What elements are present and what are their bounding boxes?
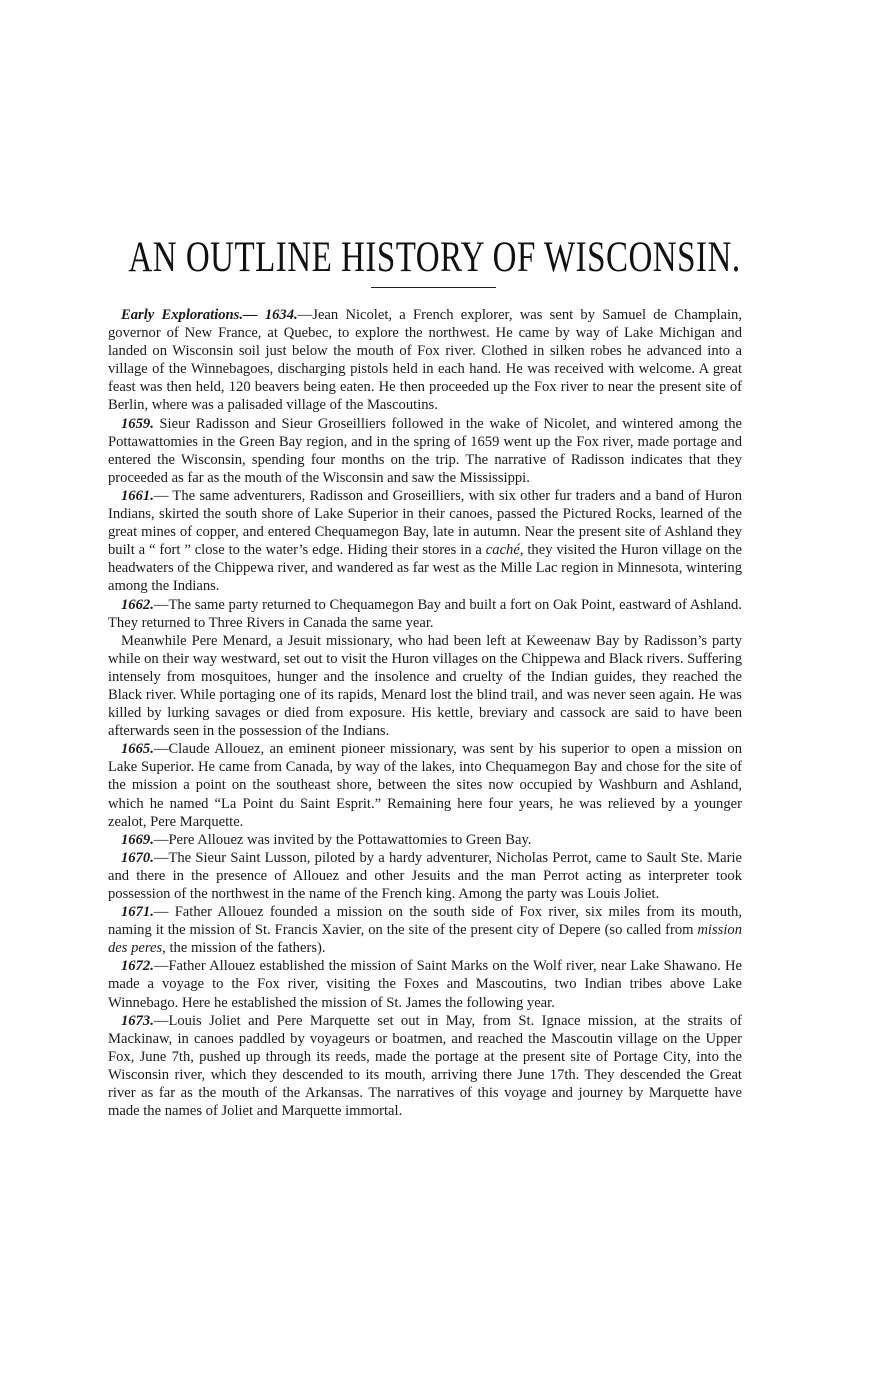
paragraph-text: Meanwhile Pere Menard, a Jesuit missionary, who had been left at Keweenaw Bay by Radisson’s party while on their way westward, set out to visit the Huron villages on the Chippewa and Black rivers. Suffering intensely from mosquitoes, hunger and the insolence and cruelty of the Indian guides, they reached the Black river. While portaging one of its rapids, Menard lost the blind trail, and was never seen again. He was killed by lurking savages or died from exposure. His kettle, breviary and cassock are said to have been afterwards seen in the possession of the Indians. xyxy=(108,632,742,740)
paragraph-lead: 1659. xyxy=(121,415,154,432)
paragraph xyxy=(108,415,742,487)
paragraph-lead: 1669. xyxy=(121,831,154,848)
paragraph-lead: 1672. xyxy=(121,958,154,975)
paragraph-text: —Claude Allouez, an eminent pioneer missionary, was sent by his superior to open a mission on Lake Superior. He came from Canada, by way of the lakes, into Chequamegon Bay and chose for the site of the mission a point on the southeast shore, between the sites now occupied by Washburn and Ashland, which he named “La Point du Saint Esprit.” Remaining here four years, he was relieved by a younger zealot, Pere Marquette. xyxy=(108,741,742,830)
paragraph-lead: 1662. xyxy=(121,596,154,613)
paragraph-lead: 1673. xyxy=(121,1012,154,1029)
paragraph xyxy=(108,306,742,415)
paragraph-text: , the mission of the fathers). xyxy=(162,940,326,957)
body-text xyxy=(108,306,742,1120)
paragraph-text: Sieur Radisson and Sieur Groseilliers followed in the wake of Nicolet, and wintered among the Pottawattomies in the Green Bay region, and in the spring of 1659 went up the Fox river, made portage and entered the Wisconsin, spending four months on the trip. The narrative of Radisson indicates that they proceeded as far as the mouth of the Wisconsin and saw the Mississippi. xyxy=(108,415,742,486)
paragraph xyxy=(108,632,742,741)
paragraph xyxy=(108,1012,742,1121)
paragraph-lead: Early Explorations.— 1634. xyxy=(121,307,298,323)
paragraph xyxy=(108,957,742,1011)
paragraph xyxy=(108,903,742,957)
paragraph-text: —Jean Nicolet, a French explorer, was sent by Samuel de Champlain, governor of New France, at Quebec, to explore the northwest. He came by way of Lake Michigan and landed on Wisconsin soil just below the mouth of Fox river. Clothed in silken robes he advanced into a village of the Winnebagoes, discharging pistols held in each hand. He was received with welcome. A great feast was then held, 120 beavers being eaten. He then proceeded up the Fox river to near the present site of Berlin, where was a palisaded village of the Mascoutins. xyxy=(108,307,742,414)
paragraph-text: — The same adventurers, Radisson and Groseilliers, with six other fur traders and a band of Huron Indians, skirted the south shore of Lake Superior in their canoes, passed the Pictured Rocks, learned of the great mines of copper, and entered Chequamegon Bay, late in autumn. Near the present site of Ashland they built a “ fort ” close to the water’s edge. Hiding their stores in a xyxy=(108,487,742,559)
paragraph-lead: 1661. xyxy=(121,487,154,504)
paragraph-text: —The same party returned to Chequamegon Bay and built a fort on Oak Point, eastward of Ashland. They returned to Three Rivers in Canada the same year. xyxy=(108,596,742,631)
paragraph-text: —Pere Allouez was invited by the Pottawattomies to Green Bay. xyxy=(153,831,532,848)
italic-phrase: mission des peres xyxy=(108,922,742,957)
page-title: AN OUTLINE HISTORY OF WISCONSIN. xyxy=(128,234,741,282)
paragraph-lead: 1670. xyxy=(121,849,154,866)
paragraph-text: —The Sieur Saint Lusson, piloted by a hardy adventurer, Nicholas Perrot, came to Sault Ste. Marie and there in the presence of Allouez and other Jesuits and the man Perrot acting as interpreter took possession of the northwest in the name of the French king. Among the party was Louis Joliet. xyxy=(108,849,742,902)
paragraph-text: —Father Allouez established the mission of Saint Marks on the Wolf river, near Lake Shawano. He made a voyage to the Fox river, visiting the Foxes and Mascoutins, two Indian tribes above Lake Winnebago. Here he established the mission of St. James the following year. xyxy=(108,958,742,1011)
paragraph xyxy=(108,831,742,849)
italic-phrase: caché xyxy=(485,542,520,559)
paragraph-lead: 1665. xyxy=(121,741,154,758)
paragraph-text: — Father Allouez founded a mission on the south side of Fox river, six miles from its mouth, naming it the mission of St. Francis Xavier, on the site of the present city of Depere (so called from xyxy=(108,904,742,939)
paragraph xyxy=(108,596,742,632)
paragraph xyxy=(108,849,742,903)
paragraph xyxy=(108,487,742,596)
paragraph xyxy=(108,740,742,830)
paragraph-text: —Louis Joliet and Pere Marquette set out in May, from St. Ignace mission, at the straits of Mackinaw, in canoes paddled by voyageurs or boatmen, and reached the Mascoutin village on the Upper Fox, June 7th, pushed up through its reeds, made the portage at the present site of Portage City, into the Wisconsin river, which they descended to its mouth, arriving there June 17th. They descended the Great river as far as the mouth of the Arkansas. The narratives of this voyage and journey by Marquette have made the names of Joliet and Marquette immortal. xyxy=(108,1012,742,1120)
paragraph-text: , they visited the Huron village on the headwaters of the Chippewa river, and wandered as far west as the Mille Lac region in Minnesota, wintering among the Indians. xyxy=(108,542,742,595)
paragraph-lead: 1671. xyxy=(121,904,154,921)
title-rule xyxy=(371,287,496,288)
